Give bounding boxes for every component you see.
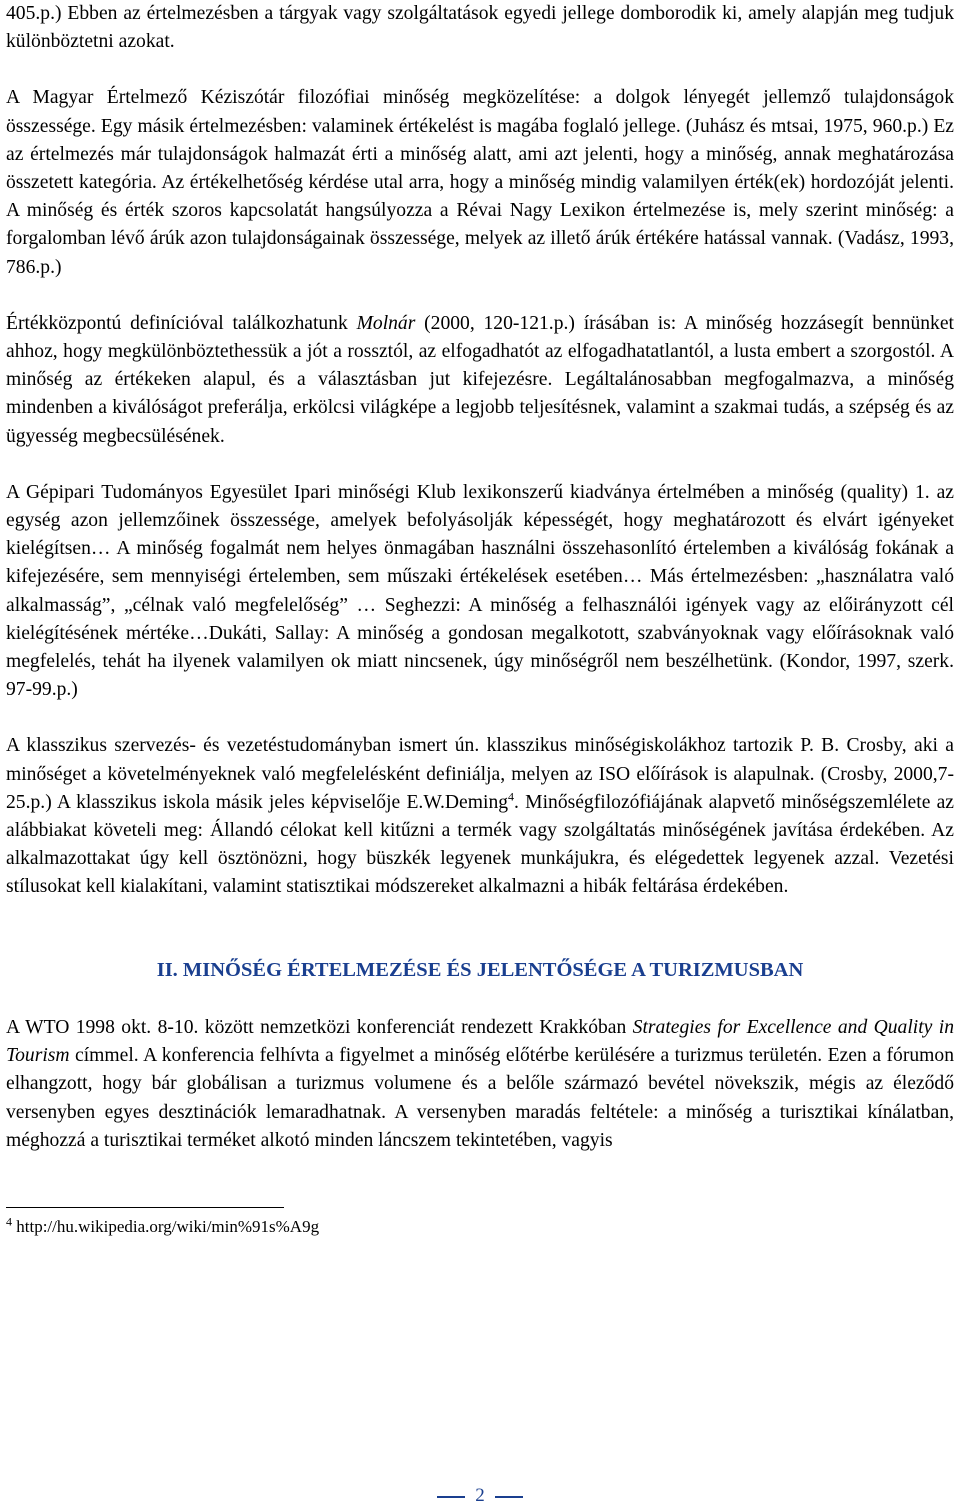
- text-run: A WTO 1998 okt. 8-10. között nemzetközi konferenciát rendezett Krakkóban: [6, 1016, 633, 1038]
- footnote: [6, 1216, 954, 1238]
- footnote-marker: 4: [6, 1214, 12, 1229]
- page-number-value: 2: [475, 1485, 485, 1506]
- dash-right: [495, 1496, 523, 1498]
- page-number: [0, 1485, 960, 1507]
- paragraph-wto: [6, 1014, 954, 1155]
- text-run: A klasszikus szervezés- és vezetéstudományban ismert ún. klasszikus minőségiskolákhoz tartozik P. B. Crosby, aki a minőséget a követelményeknek való megfelelésként definiálja, melyen az ISO előírások is alapulnak. (Crosby, 2000,7-25.p.) A klasszikus iskola másik jeles képviselője E.W.Deming: [6, 735, 954, 813]
- conference-title: Strategies for Excellence and Quality in Tourism: [6, 1016, 954, 1067]
- footnote-ref: 4: [508, 789, 515, 804]
- paragraph-continued: 405.p.) Ebben az értelmezésben a tárgyak vagy szolgáltatások egyedi jellege domborodik ki, amely alapján meg tudjuk különböztetni azokat.: [6, 3, 954, 53]
- text-run: Értékközpontú definícióval találkozhatunk: [6, 312, 357, 334]
- text-run: (2000, 120-121.p.) írásában is: A minőség hozzásegít bennünket ahhoz, hogy megkülönböztethessük a jót a rossztól, az elfogadhatót az elfogadhatatlantól, a lusta embert a szorgostól. A minőség az értékeken alapul, és a választásban jut kifejezésre. Legáltalánosabban megfogalmazva, a minőség mindenben a kiválóságot preferálja, erkölcsi világképe a legjobb teljesítésnek, valamint a szakmai tudás, a szépség és az ügyesség megbecsülésének.: [6, 312, 954, 447]
- footnote-rule: [6, 1207, 284, 1208]
- author-name: Molnár: [356, 312, 416, 334]
- paragraph-gepipari: A Gépipari Tudományos Egyesület Ipari minőségi Klub lexikonszerű kiadványa értelmében a minőség (quality) 1. az egység azon jellemzőinek összessége, amelyek befolyásolják képességét, hogy meghatározott és elvárt igényeket kielégítsen… A minőség fogalmát nem helyes önmagában használni összehasonlító értelemben a kiválóság fokának a kifejezésére, sem mennyiségi értelemben, sem műszaki értékelések esetében… Más értelmezésben: „használatra való alkalmasság”, „célnak való megfelelőség” … Seghezzi: A minőség a felhasználói igények vagy az előirányzott cél kielégítésének mértéke…Dukáti, Sallay: A minőség a gondosan megalkotott, szabványoknak vagy előírásoknak való megfelelés, tehát ha ilyenek valamilyen ok miatt nincsenek, úgy minőségről nem beszélhetünk. (Kondor, 1997, szerk. 97-99.p.): [6, 481, 954, 701]
- paragraph-crosby-deming: [6, 732, 954, 901]
- text-run: . Minőségfilozófiájának alapvető minőségszemlélete az alábbiakat követeli meg: Állandó célokat kell kitűzni a termék vagy szolgáltatás minőségének javítása érdekében. Az alkalmazottakat úgy kell ösztönözni, hogy büszkék legyenek munkájukra, és elégedettek legyenek azzal. Vezetési stílusokat kell kialakítani, valamint statisztikai módszereket alkalmazni a hibák feltárása érdekében.: [6, 791, 954, 898]
- footnote-area: [6, 1207, 954, 1238]
- footnote-link[interactable]: http://hu.wikipedia.org/wiki/min%91s%A9g: [12, 1216, 320, 1236]
- paragraph-molnar: [6, 310, 954, 451]
- paragraph-magyar-ertelmezo: A Magyar Értelmező Kéziszótár filozófiai minőség megközelítése: a dolgok lényegét jellemző tulajdonságok összessége. Egy másik értelmezésben: valaminek értékelést is magába foglaló jellege. (Juhász és mtsai, 1975, 960.p.) Ez az értelmezés már tulajdonságok halmazát érti a minőség alatt, ami azt jelenti, hogy a minőség, annak meghatározása összetett kategória. Az értékelhetőség kérdése utal arra, hogy a minőség mindig valamilyen érték(ek) hordozóját jelenti. A minőség és érték szoros kapcsolatát hangsúlyozza a Révai Nagy Lexikon értelmezése is, mely szerint minőség: a forgalomban lévő árúk azon tulajdonságainak összessége, melyek az illető árúk értékére hatással vannak. (Vadász, 1993, 786.p.): [6, 87, 954, 278]
- dash-left: [437, 1496, 465, 1498]
- text-run: címmel. A konferencia felhívta a figyelmet a minőség előtérbe kerülésére a turizmus területén. Ezen a fórumon elhangzott, hogy bár globálisan a turizmus volumene és a belőle származó bevétel növekszik, mégis az éleződő versenyben egyes desztinációk lemaradhatnak. A versenyben maradás feltétele: a minőség a turisztikai kínálatban, méghozzá a turisztikai terméket alkotó minden láncszem tekintetében, vagyis: [6, 1045, 954, 1151]
- section-heading: II. MINŐSÉG ÉRTELMEZÉSE ÉS JELENTŐSÉGE A TURIZMUSBAN: [156, 958, 804, 981]
